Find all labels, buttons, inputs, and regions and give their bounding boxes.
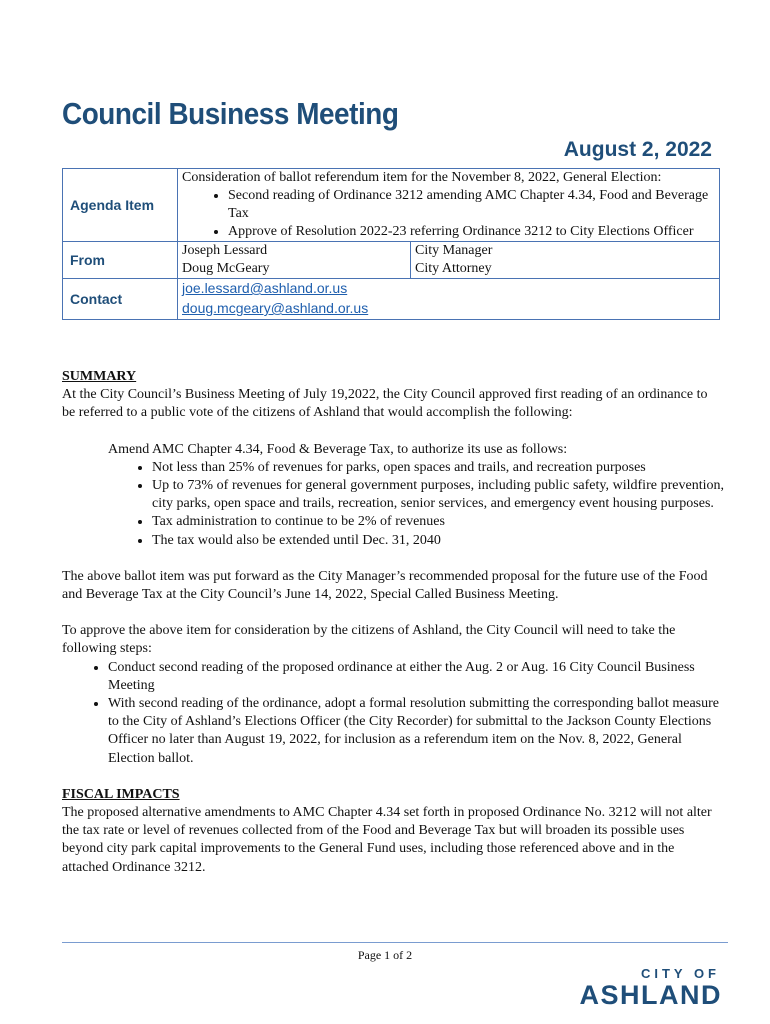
- city-logo: [580, 966, 723, 1009]
- logo-city-of: CITY OF: [640, 966, 720, 981]
- summary-paragraph: At the City Council’s Business Meeting of July 19,2022, the City Council approved first reading of an ordinance to be referred to a public vote of the citizens of Ashland that would accomplish the following:: [62, 387, 708, 421]
- from-row: [63, 242, 720, 279]
- steps-intro: To approve the above item for consideration by the citizens of Ashland, the City Council will need to take the following steps:: [62, 623, 676, 657]
- contact-cell: [178, 279, 720, 320]
- agenda-list-item: • Second reading of Ordinance 3212 amending AMC Chapter 4.34, Food and Beverage Tax: [228, 187, 715, 223]
- footer-divider: [62, 942, 728, 943]
- agenda-list: [182, 187, 715, 241]
- agenda-intro: Consideration of ballot referendum item for the November 8, 2022, General Election:: [182, 170, 662, 185]
- from-titles-cell: [411, 242, 720, 279]
- amend-list: [108, 459, 724, 550]
- agenda-item-label: Agenda Item: [63, 169, 178, 242]
- contact-row: [63, 279, 720, 320]
- agenda-row: [63, 169, 720, 242]
- amend-list-item: • Tax administration to continue to be 2% of revenues: [152, 513, 724, 531]
- from-name: Doug McGeary: [182, 261, 270, 276]
- amend-section: [108, 441, 724, 550]
- steps-list-item: • Conduct second reading of the proposed ordinance at either the Aug. 2 or Aug. 16 City Council Business Meeting: [108, 659, 724, 695]
- amend-list-item: • Not less than 25% of revenues for parks, open spaces and trails, and recreation purposes: [152, 459, 724, 477]
- contact-email-link[interactable]: joe.lessard@ashland.or.us: [182, 280, 348, 296]
- steps-list-item: • With second reading of the ordinance, adopt a formal resolution submitting the corresponding ballot measure to the City of Ashland’s Elections Officer (the City Recorder) for submittal to the Jackson County Elections Officer no later than August 19, 2022, for inclusion as a referendum item on the Nov. 8, 2022, General Election ballot.: [108, 695, 724, 768]
- agenda-item-cell: [178, 169, 720, 242]
- amend-list-item: • The tax would also be extended until Dec. 31, 2040: [152, 532, 724, 550]
- contact-email-link[interactable]: doug.mcgeary@ashland.or.us: [182, 300, 369, 316]
- meeting-date: August 2, 2022: [563, 138, 712, 161]
- document-body: [62, 368, 724, 877]
- logo-ashland: ASHLAND: [579, 980, 722, 1010]
- fiscal-heading: FISCAL IMPACTS: [62, 786, 180, 802]
- from-name: Joseph Lessard: [182, 243, 268, 258]
- steps-list: [62, 659, 724, 768]
- page-title: Council Business Meeting: [62, 96, 399, 131]
- summary-heading: SUMMARY: [62, 369, 137, 384]
- from-names-cell: [178, 242, 411, 279]
- ballot-paragraph: The above ballot item was put forward as the City Manager’s recommended proposal for the future use of the Food and Beverage Tax at the City Council’s June 14, 2022, Special Called Business Meeting.: [62, 568, 708, 603]
- from-title: City Attorney: [415, 261, 492, 276]
- agenda-info-table: [62, 168, 720, 320]
- page-number: Page 1 of 2: [357, 948, 413, 962]
- amend-intro: Amend AMC Chapter 4.34, Food & Beverage Tax, to authorize its use as follows:: [108, 441, 568, 457]
- agenda-list-item: • Approve of Resolution 2022-23 referring Ordinance 3212 to City Elections Officer: [228, 223, 715, 241]
- from-label: From: [63, 242, 178, 279]
- amend-list-item: • Up to 73% of revenues for general government purposes, including public safety, wildfire prevention, city parks, open space and trails, recreation, senior services, and emergency event housing purposes.: [152, 477, 724, 513]
- contact-label: Contact: [63, 279, 178, 320]
- fiscal-paragraph: The proposed alternative amendments to AMC Chapter 4.34 set forth in proposed Ordinance No. 3212 will not alter the tax rate or level of revenues collected from of the Food and Beverage Tax but will broaden its possible uses beyond city park capital improvements to the General Fund uses, including those referenced above and in the attached Ordinance 3212.: [62, 805, 712, 875]
- from-title: City Manager: [415, 243, 493, 258]
